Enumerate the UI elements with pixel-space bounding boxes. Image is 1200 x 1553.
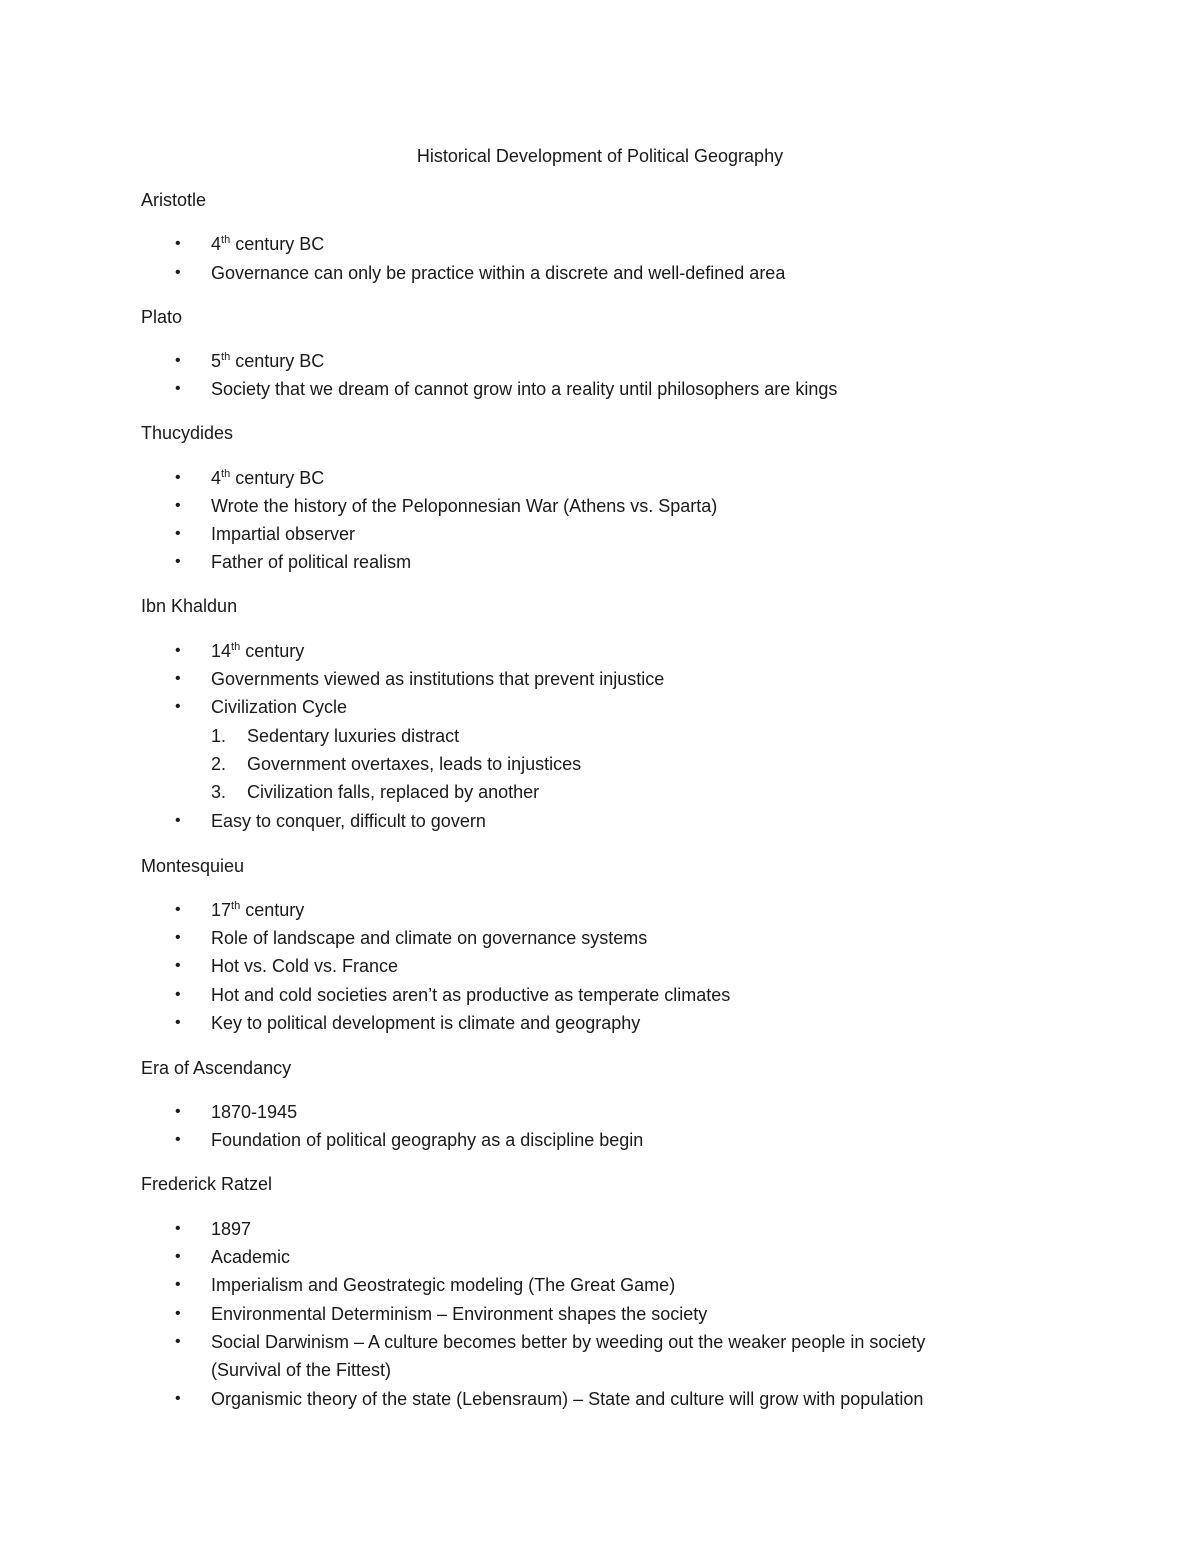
section-heading-plato: Plato [141,307,183,327]
list-item: 1897 [211,1219,252,1239]
list-item: Hot and cold societies aren’t as productive as temperate climates [211,985,731,1005]
bullet-icon: • [175,1305,181,1322]
list-item: 17th century [211,900,305,920]
bullet-icon: • [175,698,181,715]
numbered-item: Sedentary luxuries distract [247,726,460,746]
list-item: Hot vs. Cold vs. France [211,956,399,976]
list-item: Civilization Cycle [211,697,348,717]
list-item: Imperialism and Geostrategic modeling (The Great Game) [211,1275,676,1295]
bullet-icon: • [175,642,181,659]
bullet-icon: • [175,469,181,486]
numbered-item: Government overtaxes, leads to injustices [247,754,582,774]
bullet-icon: • [175,1248,181,1265]
bullet-icon: • [175,497,181,514]
bullet-icon: • [175,1014,181,1031]
list-item: 5th century BC [211,351,325,371]
list-item: Role of landscape and climate on governance systems [211,928,648,948]
list-number: 1. [211,726,227,746]
list-item: Society that we dream of cannot grow into a reality until philosophers are kings [211,379,838,399]
list-item: Social Darwinism – A culture becomes better by weeding out the weaker people in society [211,1332,926,1352]
bullet-icon: • [175,957,181,974]
list-item: Foundation of political geography as a discipline begin [211,1130,644,1150]
page-title: Historical Development of Political Geography [416,146,784,166]
bullet-icon: • [175,1103,181,1120]
section-heading-ibn-khaldun: Ibn Khaldun [141,596,238,616]
section-heading-aristotle: Aristotle [141,190,207,210]
list-item: Father of political realism [211,552,412,572]
bullet-icon: • [175,264,181,281]
bullet-icon: • [175,1390,181,1407]
bullet-icon: • [175,525,181,542]
list-item: Academic [211,1247,291,1267]
bullet-icon: • [175,812,181,829]
bullet-icon: • [175,352,181,369]
bullet-icon: • [175,929,181,946]
bullet-icon: • [175,1220,181,1237]
list-item: Environmental Determinism – Environment shapes the society [211,1304,708,1324]
section-heading-era-of-ascendancy: Era of Ascendancy [141,1058,292,1078]
section-heading-frederick-ratzel: Frederick Ratzel [141,1174,273,1194]
list-item: 14th century [211,641,305,661]
bullet-icon: • [175,553,181,570]
bullet-icon: • [175,1131,181,1148]
bullet-icon: • [175,670,181,687]
list-item: Wrote the history of the Peloponnesian War (Athens vs. Sparta) [211,496,718,516]
list-item: Governance can only be practice within a discrete and well-defined area [211,263,786,283]
list-item: Key to political development is climate and geography [211,1013,641,1033]
bullet-icon: • [175,1333,181,1350]
list-item: Impartial observer [211,524,356,544]
bullet-icon: • [175,235,181,252]
list-item: Organismic theory of the state (Lebensraum) – State and culture will grow with population [211,1389,924,1409]
bullet-icon: • [175,901,181,918]
list-item: Governments viewed as institutions that prevent injustice [211,669,665,689]
list-item: 4th century BC [211,234,325,254]
list-item-continuation: (Survival of the Fittest) [211,1360,392,1380]
bullet-icon: • [175,1276,181,1293]
list-item: 4th century BC [211,468,325,488]
numbered-item: Civilization falls, replaced by another [247,782,540,802]
section-heading-montesquieu: Montesquieu [141,856,245,876]
list-number: 3. [211,782,227,802]
list-item: Easy to conquer, difficult to govern [211,811,486,831]
list-item: 1870-1945 [211,1102,298,1122]
list-number: 2. [211,754,227,774]
section-heading-thucydides: Thucydides [141,423,234,443]
bullet-icon: • [175,380,181,397]
bullet-icon: • [175,986,181,1003]
